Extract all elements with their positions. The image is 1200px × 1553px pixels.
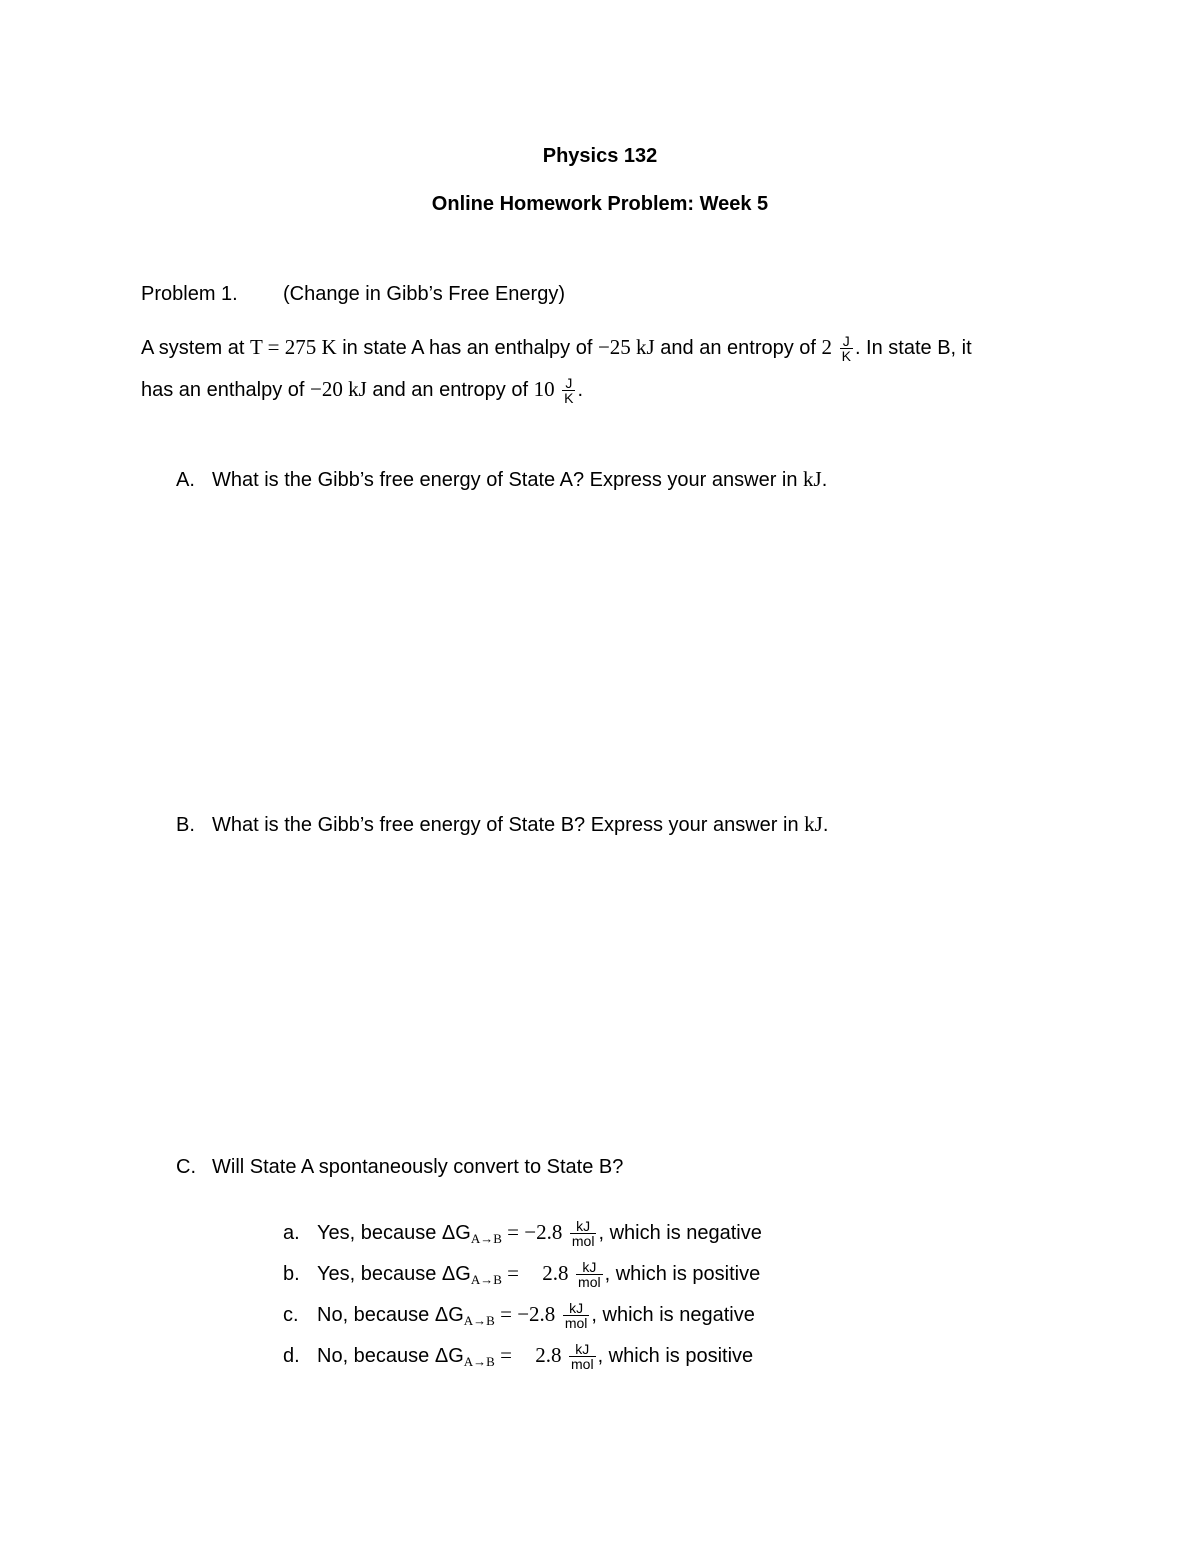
temperature-value: T = 275 K (249, 335, 337, 359)
option-suffix: , which is negative (598, 1222, 762, 1244)
option-value: 2.8 (535, 1343, 562, 1367)
option-subscript: A→B (463, 1354, 495, 1369)
option-a[interactable] (283, 1214, 762, 1250)
fraction-denominator: K (564, 390, 574, 407)
statement-text: in state A has an enthalpy of (336, 337, 598, 359)
option-unit-fraction (570, 1219, 597, 1248)
option-subscript: A→B (463, 1313, 495, 1328)
fraction-numerator: kJ (569, 1342, 596, 1357)
statement-text: and an entropy of (366, 379, 534, 401)
question-letter: A. (176, 469, 195, 491)
option-b[interactable] (283, 1255, 760, 1291)
statement-text: . In state B, it (854, 337, 972, 359)
question-c (176, 1156, 623, 1179)
fraction-denominator: mol (571, 1233, 595, 1250)
statement-text: . (577, 379, 584, 401)
question-text: Will State A spontaneously convert to State B? (212, 1156, 624, 1178)
option-letter: b. (283, 1263, 300, 1285)
question-unit: kJ (804, 812, 823, 836)
enthalpy-b-value: −20 kJ (310, 377, 367, 401)
enthalpy-a-value: −25 kJ (597, 335, 655, 359)
option-value: 2.8 (542, 1261, 569, 1285)
question-end: . (821, 469, 828, 491)
option-equals: = (501, 1220, 525, 1244)
option-equals: = (501, 1261, 525, 1285)
fraction-numerator: J (562, 376, 575, 391)
option-suffix: , which is positive (604, 1263, 761, 1285)
option-c[interactable] (283, 1296, 755, 1332)
question-text: What is the Gibb’s free energy of State A? Express your answer in (212, 469, 804, 491)
question-unit: kJ (803, 467, 822, 491)
option-unit-fraction (576, 1260, 603, 1289)
fraction-numerator: kJ (563, 1301, 590, 1316)
option-equals: = (494, 1343, 518, 1367)
page-subtitle: Online Homework Problem: Week 5 (431, 193, 769, 215)
option-prefix: Yes, because ΔG (317, 1222, 471, 1244)
statement-text: has an enthalpy of (141, 379, 311, 401)
option-prefix: No, because ΔG (317, 1304, 464, 1326)
option-value: −2.8 (517, 1302, 556, 1326)
problem-statement-line-1 (141, 330, 972, 365)
option-unit-fraction (569, 1342, 596, 1371)
entropy-b-value: 10 (533, 377, 555, 401)
question-letter: B. (176, 814, 195, 836)
statement-text: and an entropy of (654, 337, 822, 359)
option-equals: = (494, 1302, 518, 1326)
entropy-unit-fraction (562, 376, 575, 405)
question-b (176, 812, 828, 837)
problem-label: Problem 1. (141, 283, 238, 305)
fraction-numerator: kJ (570, 1219, 597, 1234)
problem-topic: (Change in Gibb’s Free Energy) (283, 283, 565, 305)
option-letter: c. (283, 1304, 299, 1326)
fraction-denominator: mol (564, 1315, 588, 1332)
option-letter: a. (283, 1222, 300, 1244)
option-subscript: A→B (470, 1272, 502, 1287)
entropy-a-value: 2 (821, 335, 833, 359)
option-prefix: No, because ΔG (317, 1345, 464, 1367)
option-d[interactable] (283, 1337, 753, 1373)
course-title: Physics 132 (542, 145, 658, 167)
option-suffix: , which is positive (597, 1345, 754, 1367)
option-prefix: Yes, because ΔG (317, 1263, 471, 1285)
option-value: −2.8 (524, 1220, 563, 1244)
fraction-denominator: mol (571, 1356, 594, 1373)
question-text: What is the Gibb’s free energy of State B? Express your answer in (212, 814, 805, 836)
option-subscript: A→B (470, 1231, 502, 1246)
fraction-numerator: kJ (576, 1260, 603, 1275)
question-a (176, 467, 827, 492)
statement-text: A system at (141, 337, 250, 359)
entropy-unit-fraction (840, 334, 853, 363)
fraction-numerator: J (840, 334, 853, 349)
fraction-denominator: K (841, 348, 851, 365)
option-unit-fraction (563, 1301, 590, 1330)
question-end: . (822, 814, 829, 836)
question-letter: C. (176, 1156, 196, 1178)
option-suffix: , which is negative (591, 1304, 755, 1326)
problem-statement-line-2 (141, 372, 583, 407)
fraction-denominator: mol (578, 1274, 601, 1291)
option-letter: d. (283, 1345, 300, 1367)
